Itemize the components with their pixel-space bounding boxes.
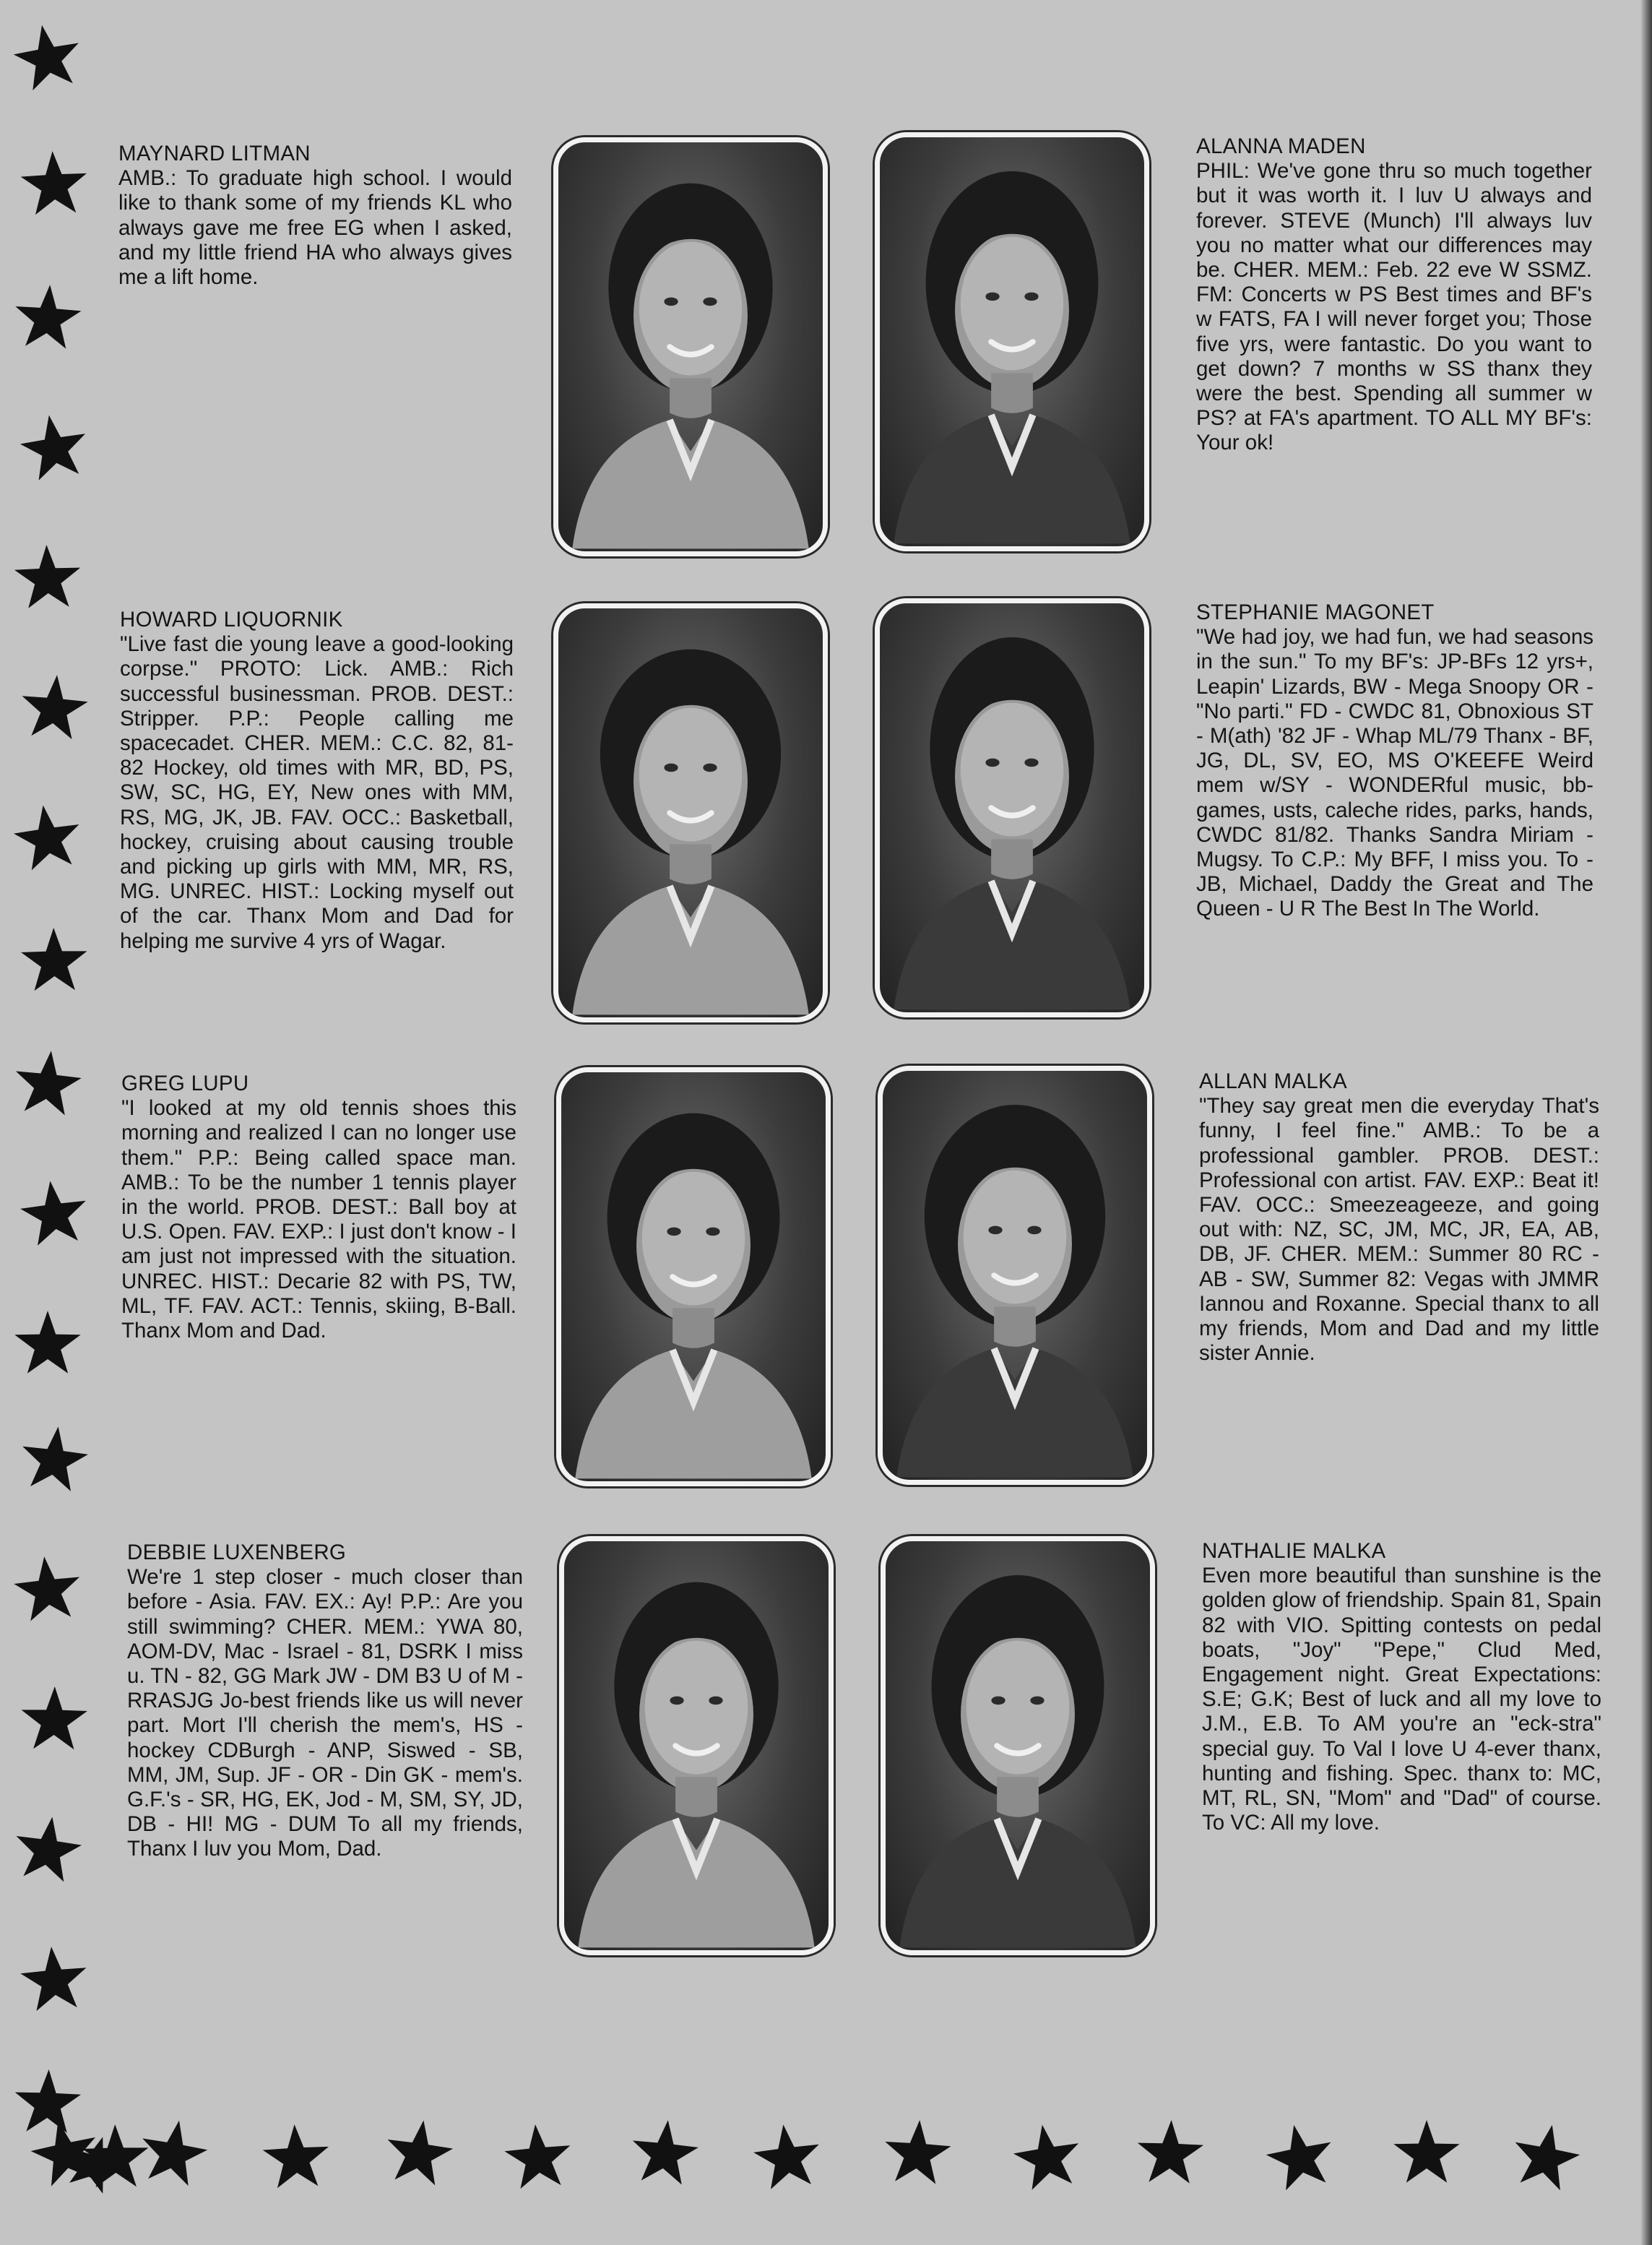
star-icon	[1503, 2115, 1588, 2199]
star-icon	[13, 407, 95, 489]
bio-entry	[1196, 134, 1592, 456]
bio-entry	[121, 1072, 516, 1343]
student-portrait	[878, 1066, 1152, 1485]
bio-entry	[118, 142, 512, 290]
bio-entry	[127, 1541, 523, 1862]
star-icon	[10, 540, 85, 615]
star-icon	[17, 924, 91, 998]
student-name: HOWARD LIQUORNIK	[120, 608, 343, 632]
student-bio: "We had joy, we had fun, we had seasons in the sun." To my BF's: JP-BFs 12 yrs+, Leapin' Lizards, BW - Mega Snoopy OR - "No parti." FD - CWDC 81, Obnoxious ST - M(ath) '82 JF - Whap ML/79 Thanx - BF, JG, DL, SV, EO, MS O'KEEFE Weird mem w/SY - WONDERful music, bb-games, usts, caleche rides, parks, hands, CWDC 81/82. Thanks Sandra Miriam - Mugsy. To C.P.: My BFF, I miss you. To - JB, Michael, Daddy the Great and The Queen - U R The Best In The World.	[1196, 625, 1593, 921]
star-icon	[14, 1419, 94, 1499]
student-bio: Even more beautiful than sunshine is the golden glow of friendship. Spain 81, Spain 82 with VIO. Spitting contests on pedal boats, "Joy" "Pepe," Clud Med, Engagement night. Great Expectations: S.E; G.K; Best of luck and all my love to J.M., E.B. To AM you're an "eck-stra" special guy. To Val I love U 4-ever thanx, hunting and fishing. Spec. thanx to: MC, MT, RL, SN, "Mom" and "Dad" of course. To VC: All my love.	[1202, 1564, 1601, 1835]
star-icon	[1258, 2115, 1342, 2199]
student-bio: PHIL: We've gone thru so much together but it was worth it. I luv U always and forever. STEVE (Munch) I'll always luv you no matter what our differences may be. CHER. MEM.: Feb. 22 eve W SSMZ. FM: Concerts w PS Best times and BF's w FATS, FA I will never forget you; Those five yrs, were fantastic. Do you want to get down? 7 months w SS thanx they were the best. Spending all summer w PS? at FA's apartment. TO ALL MY BF's: Your ok!	[1196, 159, 1592, 455]
star-icon	[6, 16, 90, 100]
student-name: ALLAN MALKA	[1199, 1069, 1347, 1093]
star-icon	[15, 669, 93, 747]
bio-entry	[1202, 1539, 1601, 1835]
student-bio: "I looked at my old tennis shoes this morning and realized I can no longer use them." P.P.: Being called space man. AMB.: To be the number 1 tennis player in the world. PROB. DEST.: Ball boy at U.S. Open. FAV. EXP.: I just don't know - I am just not impressed with the situation. UNREC. HIST.: Decarie 82 with PS, TW, ML, TF. FAV. ACT.: Tennis, skiing, B-Ball. Thanx Mom and Dad.	[121, 1096, 516, 1343]
star-icon	[15, 1941, 93, 2019]
student-bio: AMB.: To graduate high school. I would like to thank some of my friends KL who always gave me free EG when I asked, and my little friend HA who always gives me a lift home.	[118, 166, 512, 290]
student-portrait	[553, 137, 828, 556]
star-icon	[16, 146, 92, 222]
star-icon	[14, 1173, 94, 1254]
student-bio: We're 1 step closer - much closer than before - Asia. FAV. EX.: Ay! P.P.: Are you still swimming? CHER. MEM.: YWA 80, AOM-DV, Mac - Israel - 81, DSRK I miss u. TN - 82, GG Mark JW - DM B3 U of M - RRASJG Jo-best friends like us will never part. Mort I'll cherish the mem's, HS - hockey CDBurgh - ANP, Siswed - SB, MM, JM, Sup. JF - OR - Din GK - mem's. G.F.'s - SR, HG, EK, Jod - M, SM, SY, JD, DB - HI! MG - DUM To all my friends, Thanx I luv you Mom, Dad.	[127, 1565, 523, 1861]
star-icon	[1391, 2117, 1463, 2189]
portrait-silhouette	[558, 608, 823, 1017]
student-portrait	[559, 1536, 834, 1955]
page-edge	[1640, 0, 1652, 2245]
star-icon	[131, 2111, 215, 2195]
portrait-silhouette	[886, 1541, 1150, 1950]
star-icon	[747, 2117, 827, 2197]
student-portrait	[875, 598, 1149, 1017]
star-icon	[8, 1044, 87, 1124]
student-name: ALANNA MADEN	[1196, 134, 1366, 158]
student-name: GREG LUPU	[121, 1072, 249, 1095]
star-icon	[499, 2119, 577, 2197]
star-icon	[379, 2113, 460, 2194]
star-icon	[17, 1683, 91, 1757]
star-icon	[12, 1308, 84, 1380]
student-portrait	[553, 603, 828, 1022]
student-bio: "Live fast die young leave a good-looking corpse." PROTO: Lick. AMB.: Rich successful businessman. PROB. DEST.: Stripper. P.P.: People calling me spacecadet. CHER. MEM.: C.C. 82, 81-82 Hockey, old times with MR, BD, PS, SW, SC, HG, EY, New ones with MM, RS, MG, JK, JB. FAV. OCC.: Basketball, hockey, cruising about causing trouble and picking up girls with MM, MR, RS, MG. UNREC. HIST.: Locking myself out of the car. Thanx Mom and Dad for helping me survive 4 yrs of Wagar.	[120, 632, 514, 953]
bio-entry	[120, 608, 514, 954]
star-icon	[8, 1550, 87, 1629]
student-name: NATHALIE MALKA	[1202, 1539, 1386, 1563]
portrait-silhouette	[564, 1541, 829, 1950]
star-icon	[7, 1809, 89, 1891]
student-bio: "They say great men die everyday That's funny, I feel fine." AMB.: To be a professional gambler. PROB. DEST.: Professional con artist. FAV. EXP.: Beat it! FAV. OCC.: Smeezeageeze, and going out with: NZ, SC, JM, MC, JR, EA, AB, DB, JF. CHER. MEM.: Summer 80 RC - AB - SW, Summer 82: Vegas with JMMR Iannou and Roxanne. Special thanx to all my friends, Mom and Dad and my little sister Annie.	[1199, 1094, 1599, 1366]
star-icon	[1006, 2116, 1089, 2199]
star-icon	[879, 2115, 956, 2192]
star-icon	[1133, 2116, 1207, 2190]
star-icon	[9, 280, 87, 357]
portrait-silhouette	[558, 142, 823, 551]
portrait-silhouette	[880, 603, 1144, 1012]
student-name: MAYNARD LITMAN	[118, 142, 311, 165]
portrait-silhouette	[561, 1072, 826, 1481]
student-portrait	[881, 1536, 1155, 1955]
student-name: DEBBIE LUXENBERG	[127, 1541, 347, 1564]
student-portrait	[556, 1067, 831, 1486]
star-icon	[258, 2119, 334, 2195]
student-name: STEPHANIE MAGONET	[1196, 600, 1435, 624]
bio-entry	[1199, 1069, 1599, 1366]
portrait-silhouette	[883, 1071, 1147, 1480]
star-icon	[625, 2113, 704, 2193]
student-portrait	[875, 132, 1149, 551]
portrait-silhouette	[880, 137, 1144, 546]
bio-entry	[1196, 600, 1593, 922]
star-icon	[7, 798, 89, 879]
